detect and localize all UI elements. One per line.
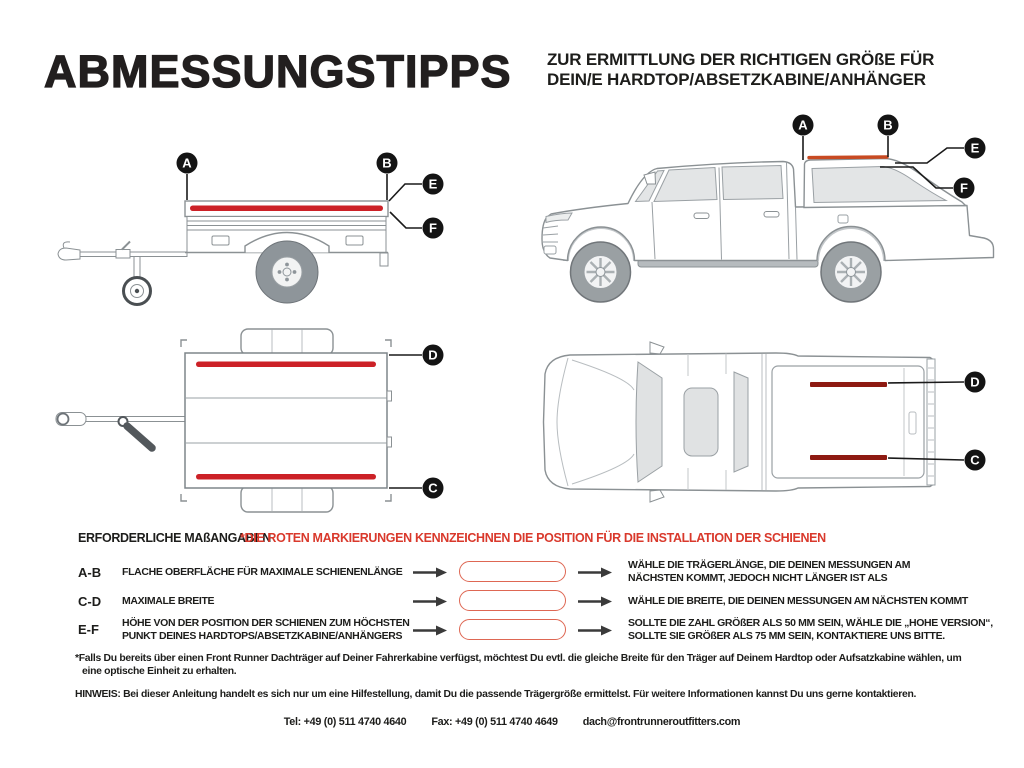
marker-c [423,478,444,499]
row-key-cd: C-D [78,594,102,609]
rail-position-stripe [809,157,887,158]
row-description-ef: HÖHE VON DER POSITION DER SCHIENEN ZUM HÖCHSTEN PUNKT DEINES HARDTOPS/ABSETZKABINE/ANHÄNGERS [122,617,410,642]
row-key-ab: A-B [78,565,102,580]
trailer-top-view-diagram [50,325,460,525]
crank-handle [127,426,152,448]
svg-text:C: C [428,480,438,496]
rail-position-stripe-bottom [196,474,376,480]
marker-f [423,218,444,239]
page-subtitle-line2: DEIN/E HARDTOP/ABSETZKABINE/ANHÄNGER [547,69,926,89]
page-subtitle-line1: ZUR ERMITTLUNG DER RICHTIGEN GRÖßE FÜR [547,50,935,69]
asterisk-footnote: *Falls Du bereits über einen Front Runner Dachträger auf Deiner Fahrerkabine verfügst, möchtest Du evtl. die gleiche Breite für den Träger auf Deinem Hardtop oder Aufsatzkabine wählen, um eine optische Einheit zu erhalten. [75,653,962,677]
row-description-ab: FLACHE OBERFLÄCHE FÜR MAXIMALE SCHIENENLÄNGE [122,566,403,578]
contact-fax: Fax: +49 (0) 511 4740 4649 [431,716,558,728]
marker-a [793,115,814,136]
svg-text:E: E [970,140,980,156]
measurement-field-ab[interactable] [459,561,566,582]
svg-text:F: F [960,180,968,196]
measurements-heading: ERFORDERLICHE MAßANGABEN [78,531,271,545]
red-markings-note: *DIE ROTEN MARKIERUNGEN KENNZEICHNEN DIE POSITION FÜR DIE INSTALLATION DER SCHIENEN [240,531,826,545]
rail-position-stripe [190,206,383,212]
arrow-right-icon [578,596,612,607]
row-key-ef: E-F [78,622,99,637]
measurement-field-cd[interactable] [459,590,566,611]
marker-f [954,178,975,199]
svg-text:D: D [428,347,438,363]
row-instruction-ab: WÄHLE DIE TRÄGERLÄNGE, DIE DEINEN MESSUNGEN AM NÄCHSTEN KOMMT, JEDOCH NICHT LÄNGER IST ALS [628,559,911,584]
trailer-side-view-diagram [50,148,460,318]
marker-e [965,138,986,159]
contact-bar [0,716,1024,728]
svg-text:A: A [798,117,808,133]
rail-position-stripe-bottom [810,455,887,460]
mirror-left [650,342,664,354]
arrow-right-icon [578,567,612,578]
measurement-field-ef[interactable] [459,619,566,640]
rail-position-stripe-top [810,382,887,387]
truck-top-view-diagram [538,338,998,510]
arrow-right-icon [413,596,447,607]
arrow-right-icon [578,625,612,636]
marker-a [177,153,198,174]
mirror-right [650,490,664,502]
svg-text:E: E [428,176,438,192]
contact-email: dach@frontrunneroutfitters.com [582,716,741,728]
row-instruction-ef: SOLLTE DIE ZAHL GRÖßER ALS 50 MM SEIN, WÄHLE DIE „HOHE VERSION“, SOLLTE SIE GRÖßER ALS 75 MM SEIN, KONTAKTIERE UNS BITTE. [628,617,993,642]
rear-wheel [821,242,881,302]
page-title: ABMESSUNGSTIPPS [44,46,512,97]
marker-d [423,345,444,366]
svg-text:C: C [970,452,980,468]
contact-tel: Tel: +49 (0) 511 4740 4640 [283,716,407,728]
rail-position-stripe-top [196,362,376,368]
page-subtitle [547,50,947,89]
hint-footnote: HINWEIS: Bei dieser Anleitung handelt es sich nur um eine Hilfestellung, damit Du die passende Trägergröße ermittelst. Für weitere Informationen kannst Du uns gerne kontaktieren. [75,689,917,700]
svg-text:B: B [382,155,392,171]
svg-text:F: F [429,220,437,236]
front-wheel [571,242,631,302]
truck-side-view-diagram [538,112,1008,312]
row-description-cd: MAXIMALE BREITE [122,595,215,607]
svg-text:B: B [883,117,893,133]
svg-text:D: D [970,374,980,390]
marker-e [423,174,444,195]
row-instruction-cd: WÄHLE DIE BREITE, DIE DEINEN MESSUNGEN AM NÄCHSTEN KOMMT [628,595,968,607]
arrow-right-icon [413,625,447,636]
sunroof [684,388,718,456]
svg-text:A: A [182,155,192,171]
marker-d [965,372,986,393]
marker-b [878,115,899,136]
arrow-right-icon [413,567,447,578]
marker-c [965,450,986,471]
marker-b [377,153,398,174]
